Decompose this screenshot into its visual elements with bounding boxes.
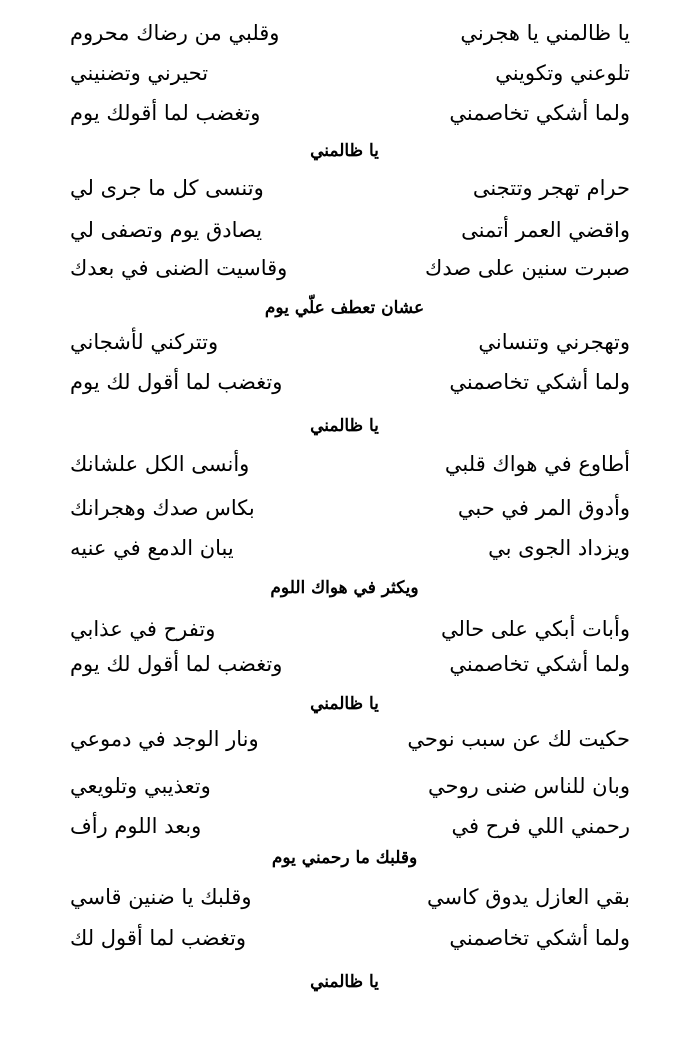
poem-refrain: يا ظالمني	[310, 694, 379, 714]
verse-left-hemistich: وقلبك يا ضنين قاسي	[70, 885, 252, 909]
verse-left-hemistich: وأنسى الكل علشانك	[70, 452, 250, 476]
verse-right-hemistich: واقضي العمر أتمنى	[461, 218, 630, 242]
verse-right-hemistich: رحمني اللي فرح في	[451, 814, 630, 838]
poem-refrain: ويكثر في هواك اللوم	[270, 578, 419, 598]
verse-right-hemistich: أطاوع في هواك قلبي	[444, 452, 630, 476]
verse-left-hemistich: يبان الدمع في عنيه	[70, 536, 234, 560]
poem-verse	[70, 365, 630, 399]
poem-refrain: وقلبك ما رحمني يوم	[271, 848, 418, 868]
verse-right-hemistich: وتهجرني وتنساني	[478, 330, 630, 354]
verse-right-hemistich: حرام تهجر وتتجنى	[472, 176, 630, 200]
verse-right-hemistich: صبرت سنين على صدك	[425, 256, 630, 280]
poem-verse	[70, 921, 630, 955]
poem-refrain: يا ظالمني	[310, 416, 379, 436]
verse-left-hemistich: وتنسى كل ما جرى لي	[70, 176, 264, 200]
verse-left-hemistich: وتغضب لما أقول لك	[70, 926, 246, 950]
verse-right-hemistich: تلوعني وتكويني	[495, 61, 630, 85]
verse-left-hemistich: تحيرني وتضنيني	[70, 61, 209, 85]
poem-verse	[70, 612, 630, 646]
verse-left-hemistich: يصادق يوم وتصفى لي	[70, 218, 263, 242]
poem-verse	[70, 171, 630, 205]
verse-left-hemistich: وتفرح في عذابي	[70, 617, 216, 641]
verse-left-hemistich: ونار الوجد في دموعي	[70, 727, 259, 751]
verse-right-hemistich: وأدوق المر في حبي	[457, 496, 630, 520]
verse-left-hemistich: وتغضب لما أقول لك يوم	[70, 370, 283, 394]
poem-refrain: يا ظالمني	[310, 141, 379, 161]
verse-right-hemistich: يا ظالمني يا هجرني	[460, 21, 630, 45]
poem-verse	[70, 491, 630, 525]
poem-verse	[70, 325, 630, 359]
poem-verse	[70, 809, 630, 843]
verse-right-hemistich: ولما أشكي تخاصمني	[449, 652, 630, 676]
verse-right-hemistich: وبان للناس ضنى روحي	[428, 774, 630, 798]
verse-right-hemistich: حكيت لك عن سبب نوحي	[407, 727, 630, 751]
poem-refrain: يا ظالمني	[310, 972, 379, 992]
verse-right-hemistich: ويزداد الجوى بي	[488, 536, 630, 560]
poem-verse	[70, 647, 630, 681]
poem-verse	[70, 251, 630, 285]
verse-right-hemistich: ولما أشكي تخاصمني	[449, 370, 630, 394]
poem-verse	[70, 56, 630, 90]
poem-verse	[70, 16, 630, 50]
poem-verse	[70, 96, 630, 130]
poem-verse	[70, 769, 630, 803]
poem-verse	[70, 880, 630, 914]
poem-verse	[70, 531, 630, 565]
poem-refrain: عشان تعطف علّي يوم	[264, 298, 425, 318]
verse-right-hemistich: وأبات أبكي على حالي	[440, 617, 630, 641]
verse-left-hemistich: وتتركني لأشجاني	[70, 330, 219, 354]
verse-right-hemistich: ولما أشكي تخاصمني	[449, 101, 630, 125]
verse-left-hemistich: بكاس صدك وهجرانك	[70, 496, 255, 520]
verse-right-hemistich: بقي العازل يدوق كاسي	[427, 885, 630, 909]
poem-verse	[70, 722, 630, 756]
poem-verse	[70, 447, 630, 481]
verse-right-hemistich: ولما أشكي تخاصمني	[449, 926, 630, 950]
poem-verse	[70, 213, 630, 247]
verse-left-hemistich: وقلبي من رضاك محروم	[70, 21, 280, 45]
verse-left-hemistich: وبعد اللوم رأف	[70, 814, 202, 838]
verse-left-hemistich: وقاسيت الضنى في بعدك	[70, 256, 288, 280]
verse-left-hemistich: وتغضب لما أقول لك يوم	[70, 652, 283, 676]
verse-left-hemistich: وتغضب لما أقولك يوم	[70, 101, 261, 125]
verse-left-hemistich: وتعذيبي وتلويعي	[70, 774, 211, 798]
